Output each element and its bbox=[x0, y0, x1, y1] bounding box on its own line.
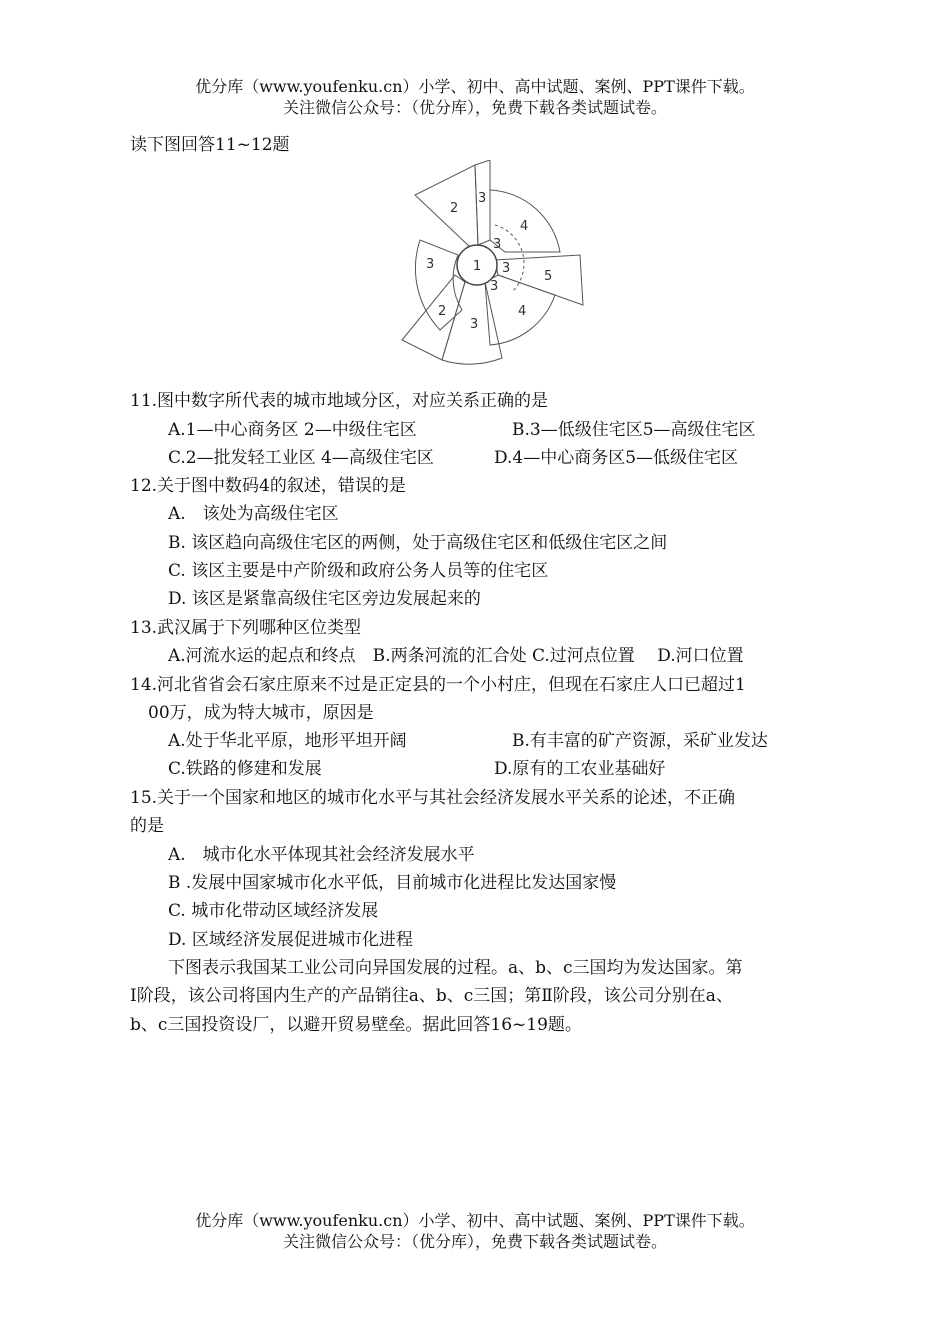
header-line-1: 优分库（www.youfenku.cn）小学、初中、高中试题、案例、PPT课件下载。 bbox=[195, 77, 755, 96]
q12-option-d: D. 该区是紧靠高级住宅区旁边发展起来的 bbox=[168, 589, 481, 609]
label-dashed-lower: 3 bbox=[490, 279, 499, 294]
intro-text: 读下图回答11~12题 bbox=[130, 135, 290, 155]
q15-option-c: C. 城市化带动区域经济发展 bbox=[168, 901, 379, 921]
q14-option-a: A.处于华北平原，地形平坦开阔 bbox=[168, 731, 407, 751]
label-dashed-right: 3 bbox=[502, 261, 511, 276]
q14-stem-line1: 14.河北省省会石家庄原来不过是正定县的一个小村庄，但现在石家庄人口已超过1 bbox=[130, 675, 746, 695]
page-footer bbox=[0, 1210, 950, 1252]
q12-option-c: C. 该区主要是中产阶级和政府公务人员等的住宅区 bbox=[168, 561, 549, 581]
sector-top-left bbox=[415, 165, 478, 247]
q13-options: A.河流水运的起点和终点 B.两条河流的汇合处 C.过河点位置 D.河口位置 bbox=[168, 646, 744, 666]
q15-stem-line2: 的是 bbox=[130, 816, 164, 836]
q11-stem: 11.图中数字所代表的城市地域分区，对应关系正确的是 bbox=[130, 391, 549, 411]
q14-stem-line2: 00万，成为特大城市，原因是 bbox=[148, 703, 374, 723]
q11-option-d: D.4—中心商务区5—低级住宅区 bbox=[494, 448, 739, 468]
q14-option-d: D.原有的工农业基础好 bbox=[494, 759, 666, 779]
label-center: 1 bbox=[473, 259, 482, 274]
q12-stem: 12.关于图中数码4的叙述，错误的是 bbox=[130, 476, 406, 496]
page-header bbox=[0, 76, 950, 118]
q12-option-a: A. 该处为高级住宅区 bbox=[168, 504, 339, 524]
label-dashed-upper: 3 bbox=[493, 237, 502, 252]
urban-zone-diagram bbox=[400, 160, 590, 370]
q14-option-c: C.铁路的修建和发展 bbox=[168, 759, 322, 779]
label-sector-bottom-left: 2 bbox=[438, 304, 447, 319]
q14-option-b: B.有丰富的矿产资源，采矿业发达 bbox=[512, 731, 768, 751]
q11-option-a: A.1—中心商务区 2—中级住宅区 bbox=[168, 420, 417, 440]
q15-option-a: A. 城市化水平体现其社会经济发展水平 bbox=[168, 845, 475, 865]
sector-bottom-left bbox=[402, 275, 465, 360]
footer-line-2: 关注微信公众号：（优分库），免费下载各类试题试卷。 bbox=[282, 1232, 667, 1251]
q15-option-d: D. 区域经济发展促进城市化进程 bbox=[168, 930, 413, 950]
label-sector-lower-right: 4 bbox=[518, 304, 527, 319]
label-sector-left: 3 bbox=[426, 257, 435, 272]
label-sector-bottom: 3 bbox=[470, 317, 479, 332]
q15-option-b: B .发展中国家城市化水平低，目前城市化进程比发达国家慢 bbox=[168, 873, 617, 893]
q15-stem-line1: 15.关于一个国家和地区的城市化水平与其社会经济发展水平关系的论述，不正确 bbox=[130, 788, 736, 808]
q12-option-b: B. 该区趋向高级住宅区的两侧，处于高级住宅区和低级住宅区之间 bbox=[168, 533, 668, 553]
q13-stem: 13.武汉属于下列哪种区位类型 bbox=[130, 618, 362, 638]
passage-line2: Ⅰ阶段，该公司将国内生产的产品销往a、b、c三国；第Ⅱ阶段，该公司分别在a、 bbox=[130, 986, 733, 1006]
label-sector-right: 5 bbox=[544, 269, 553, 284]
q11-option-c: C.2—批发轻工业区 4—高级住宅区 bbox=[168, 448, 434, 468]
footer-line-1: 优分库（www.youfenku.cn）小学、初中、高中试题、案例、PPT课件下载。 bbox=[195, 1211, 755, 1230]
label-sector-top-narrow: 3 bbox=[478, 191, 487, 206]
q11-option-b: B.3—低级住宅区5—高级住宅区 bbox=[512, 420, 756, 440]
header-line-2: 关注微信公众号：（优分库），免费下载各类试题试卷。 bbox=[282, 98, 667, 117]
passage-line1: 下图表示我国某工业公司向异国发展的过程。a、b、c三国均为发达国家。第 bbox=[168, 958, 743, 978]
label-sector-upper-right: 4 bbox=[520, 219, 529, 234]
label-sector-top-left: 2 bbox=[450, 201, 459, 216]
passage-line3: b、c三国投资设厂，以避开贸易壁垒。据此回答16~19题。 bbox=[130, 1015, 582, 1035]
